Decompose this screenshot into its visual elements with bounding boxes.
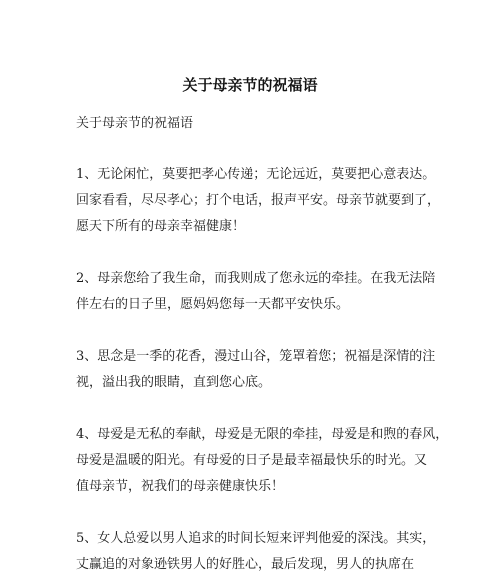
paragraph-line: 伴左右的日子里，愿妈妈您每一天都平安快乐。 (76, 297, 350, 312)
paragraph-line: 视，溢出我的眼睛，直到您心底。 (76, 375, 272, 390)
paragraph-line: 1、无论闲忙，莫要把孝心传递；无论远近，莫要把心意表达。 (76, 167, 436, 182)
paragraph-line: 5、女人总爱以男人追求的时间长短来评判他爱的深浅。其实， (76, 531, 436, 546)
paragraph-line: 回家看看，尽尽孝心；打个电话，报声平安。母亲节就要到了， (76, 193, 441, 208)
paragraph-5 (76, 526, 456, 578)
paragraph-line: 值母亲节，祝我们的母亲健康快乐！ (76, 479, 285, 494)
paragraph-line: 4、母爱是无私的奉献，母爱是无限的牵挂，母爱是和煦的春风， (76, 427, 449, 442)
paragraph-1 (76, 162, 456, 240)
paragraph-line: 愿天下所有的母亲幸福健康！ (76, 219, 246, 234)
paragraph-2 (76, 266, 456, 318)
paragraph-line: 母爱是温暖的阳光。有母爱的日子是最幸福最快乐的时光。又 (76, 453, 428, 468)
paragraph-4 (76, 422, 456, 500)
paragraph-line: 丈赢追的对象逊铁男人的好胜心，最后发现，男人的执席在 (76, 557, 415, 572)
document-subtitle: 关于母亲节的祝福语 (76, 116, 194, 131)
paragraph-line: 3、思念是一季的花香，漫过山谷，笼罩着您；祝福是深情的注 (76, 349, 436, 364)
paragraph-3 (76, 344, 456, 396)
document-title: 关于母亲节的祝福语 (182, 76, 318, 94)
paragraph-line: 2、母亲您给了我生命，而我则成了您永远的牵挂。在我无法陪 (76, 271, 436, 286)
